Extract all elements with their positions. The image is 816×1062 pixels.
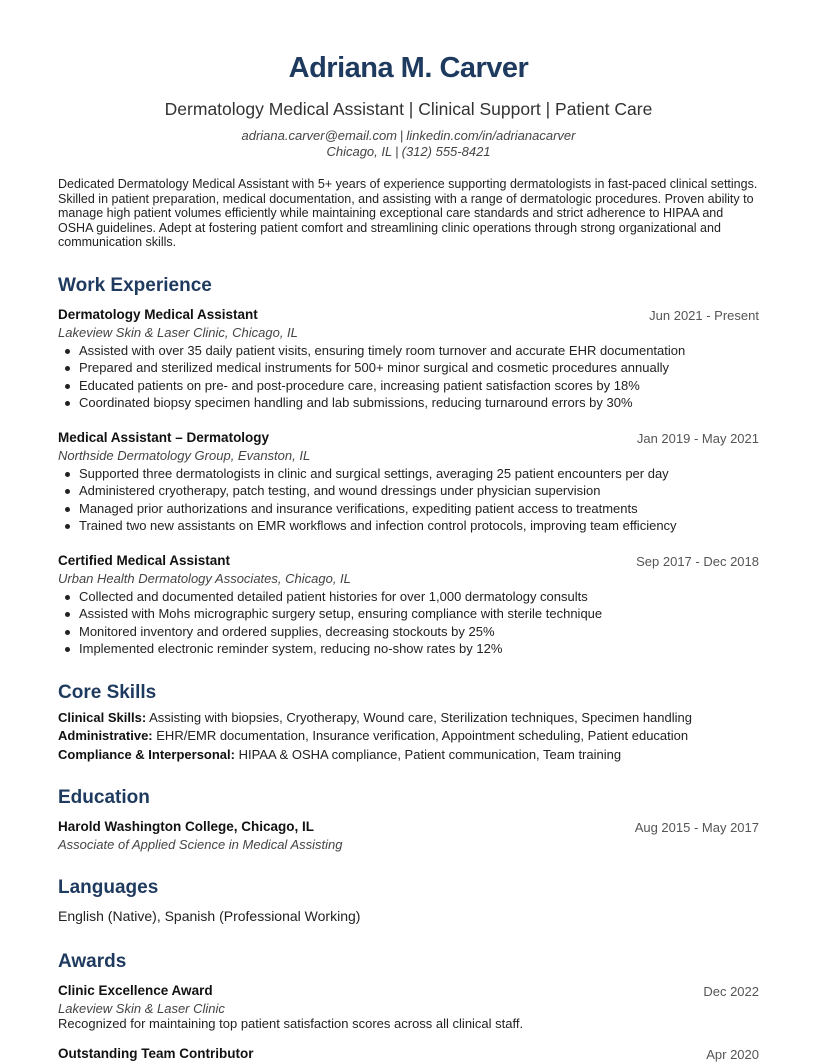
award-date: Dec 2022 bbox=[703, 984, 759, 999]
skill-values: Assisting with biopsies, Cryotherapy, Wound care, Sterilization techniques, Specimen handling bbox=[149, 710, 692, 725]
bullet-item: Administered cryotherapy, patch testing, and wound dressings under physician supervision bbox=[79, 482, 780, 499]
school-name: Harold Washington College, Chicago, IL bbox=[58, 819, 315, 834]
section-title-skills: Core Skills bbox=[58, 682, 157, 703]
bullet-item: Monitored inventory and ordered supplies, decreasing stockouts by 25% bbox=[79, 623, 780, 640]
award-title: Clinic Excellence Award bbox=[58, 983, 213, 998]
skill-line bbox=[58, 710, 692, 725]
job-bullets bbox=[58, 342, 780, 411]
job-bullets bbox=[58, 588, 780, 657]
location-text: Chicago, IL bbox=[326, 144, 393, 159]
section-title-languages: Languages bbox=[58, 877, 159, 898]
job-title: Medical Assistant – Dermatology bbox=[58, 430, 270, 445]
skill-line bbox=[58, 728, 688, 743]
job-title: Certified Medical Assistant bbox=[58, 553, 231, 568]
education-dates: Aug 2015 - May 2017 bbox=[634, 820, 759, 835]
bullet-item: Collected and documented detailed patient histories for over 1,000 dermatology consults bbox=[79, 588, 780, 605]
job-dates: Sep 2017 - Dec 2018 bbox=[636, 554, 759, 569]
bullet-item: Coordinated biopsy specimen handling and lab submissions, reducing turnaround errors by 30% bbox=[79, 394, 780, 411]
section-title-experience: Work Experience bbox=[58, 275, 212, 296]
candidate-name: Adriana M. Carver bbox=[288, 52, 529, 84]
section-title-awards: Awards bbox=[58, 951, 127, 972]
email-link[interactable]: adriana.carver@email.com bbox=[241, 128, 398, 143]
degree-name: Associate of Applied Science in Medical Assisting bbox=[58, 837, 343, 852]
job-organization: Urban Health Dermatology Associates, Chicago, IL bbox=[58, 571, 351, 586]
skill-category: Compliance & Interpersonal: bbox=[58, 747, 235, 762]
job-dates: Jun 2021 - Present bbox=[649, 308, 759, 323]
contact-line-2 bbox=[58, 144, 759, 159]
skill-values: HIPAA & OSHA compliance, Patient communication, Team training bbox=[238, 747, 622, 762]
bullet-item: Implemented electronic reminder system, reducing no-show rates by 12% bbox=[79, 640, 780, 657]
linkedin-link[interactable]: linkedin.com/in/adrianacarver bbox=[406, 128, 576, 143]
headline: Dermatology Medical Assistant | Clinical Support | Patient Care bbox=[164, 99, 653, 119]
skill-line bbox=[58, 747, 621, 762]
job-title: Dermatology Medical Assistant bbox=[58, 307, 258, 322]
contact-line-1 bbox=[58, 128, 759, 143]
summary-paragraph: Dedicated Dermatology Medical Assistant with 5+ years of experience supporting dermatologists in fast-paced clinical settings. Skilled in patient preparation, medical documentation, and assisting with a range of dermatologic procedures. Proven ability to manage high patient volumes efficiently while maintaining exceptional care standards and strict adherence to HIPAA and OSHA guidelines. Adept at fostering patient comfort and streamlining clinic operations through strong organizational and communication skills. bbox=[58, 177, 758, 250]
languages-text: English (Native), Spanish (Professional Working) bbox=[58, 908, 361, 924]
skill-category: Clinical Skills: bbox=[58, 710, 147, 725]
bullet-item: Supported three dermatologists in clinic and surgical settings, averaging 25 patient encounters per day bbox=[79, 465, 780, 482]
award-title: Outstanding Team Contributor bbox=[58, 1046, 254, 1061]
separator: | bbox=[400, 128, 404, 143]
bullet-item: Managed prior authorizations and insurance verifications, expediting patient access to treatments bbox=[79, 500, 780, 517]
bullet-item: Assisted with Mohs micrographic surgery setup, ensuring compliance with sterile technique bbox=[79, 605, 780, 622]
job-bullets bbox=[58, 465, 780, 534]
separator: | bbox=[395, 144, 399, 159]
job-dates: Jan 2019 - May 2021 bbox=[636, 431, 759, 446]
bullet-item: Educated patients on pre- and post-procedure care, increasing patient satisfaction scores by 18% bbox=[79, 377, 780, 394]
job-organization: Lakeview Skin & Laser Clinic, Chicago, IL bbox=[58, 325, 298, 340]
skill-category: Administrative: bbox=[58, 728, 153, 743]
bullet-item: Assisted with over 35 daily patient visits, ensuring timely room turnover and accurate EHR documentation bbox=[79, 342, 780, 359]
phone-text: (312) 555-8421 bbox=[401, 144, 491, 159]
job-organization: Northside Dermatology Group, Evanston, IL bbox=[58, 448, 311, 463]
bullet-item: Trained two new assistants on EMR workflows and infection control protocols, improving team efficiency bbox=[79, 517, 780, 534]
award-description: Recognized for maintaining top patient satisfaction scores across all clinical staff. bbox=[58, 1016, 524, 1031]
section-title-education: Education bbox=[58, 787, 150, 808]
award-date: Apr 2020 bbox=[706, 1047, 759, 1062]
skill-values: EHR/EMR documentation, Insurance verification, Appointment scheduling, Patient education bbox=[156, 728, 689, 743]
bullet-item: Prepared and sterilized medical instruments for 500+ minor surgical and cosmetic procedures annually bbox=[79, 359, 780, 376]
award-organization: Lakeview Skin & Laser Clinic bbox=[58, 1001, 225, 1016]
